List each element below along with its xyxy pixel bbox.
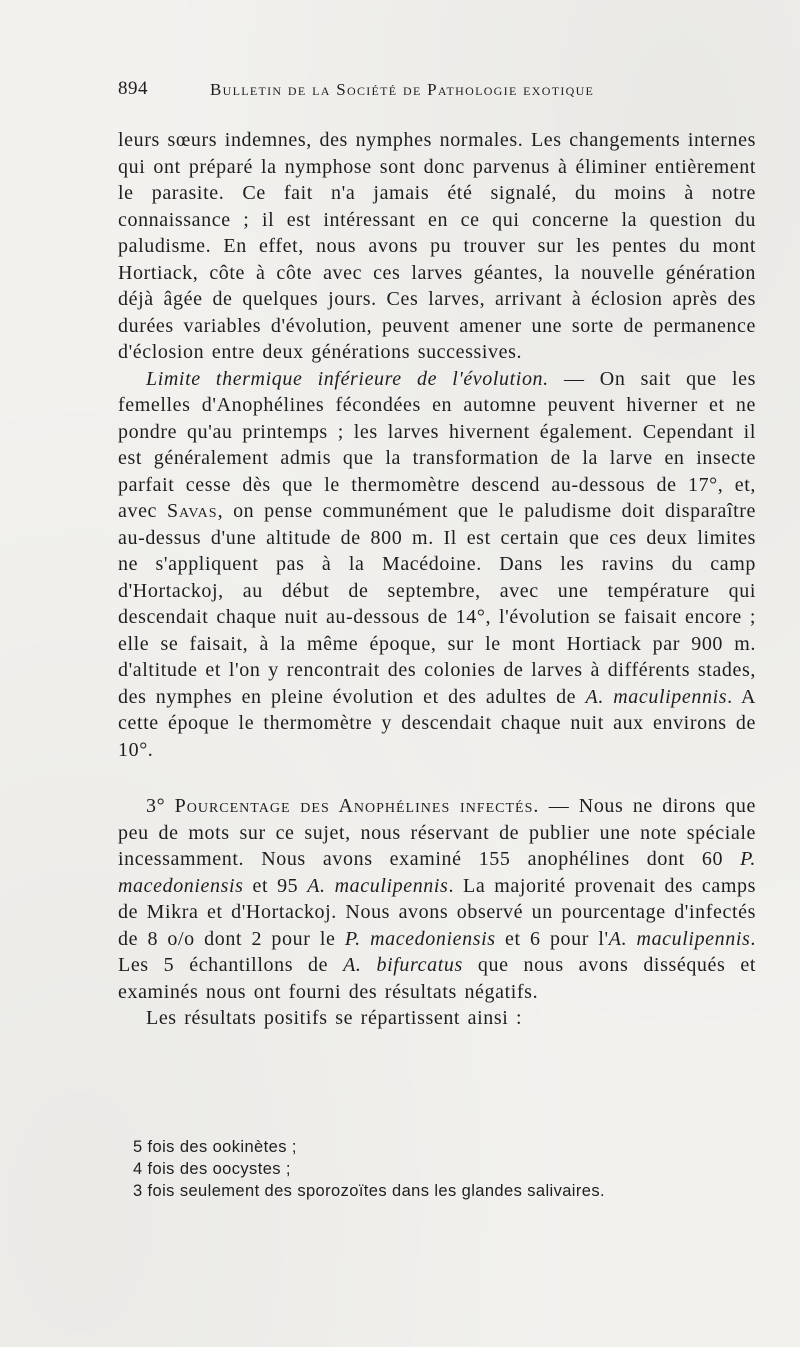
list-item: 5 fois des ookinètes ;	[133, 1138, 297, 1156]
species-name: A. bifurcatus	[343, 954, 463, 976]
paragraph-results-intro: Les résultats positifs se répartissent ainsi :	[146, 1007, 523, 1029]
species-name: A. maculipennis	[608, 927, 751, 950]
infection-text-1: — Nous ne dirons que peu de mots sur ce sujet, nous réservant de publier une note spéciale incessamment. Nous avons examiné 155 anophélines dont 60	[118, 795, 756, 870]
page-header	[118, 78, 678, 108]
thermal-text-3: . A cette époque le thermomètre y descendait chaque nuit aux environs de 10°.	[118, 685, 757, 761]
infection-text-3: . La majorité provenait des camps de Mikra et d'Hortackoj. Nous avons observé un pourcentage d'infectés de 8 o/o dont 2 pour le	[118, 874, 756, 950]
section-heading-infection-rate: Pourcentage des Anophélines infectés.	[174, 795, 540, 817]
results-list	[133, 1136, 733, 1202]
species-name: P. macedoniensis	[118, 848, 756, 897]
running-title: Bulletin de la Société de Pathologie exotique	[210, 80, 595, 99]
section-heading-thermal-limit: Limite thermique inférieure de l'évolution.	[146, 367, 549, 390]
paragraph-infection-rate	[118, 793, 756, 1005]
section-gap	[118, 763, 756, 793]
species-name: A. maculipennis	[307, 874, 449, 897]
infection-text-2: et 95	[243, 874, 308, 897]
page-number: 894	[118, 78, 148, 99]
infection-text-4: et 6 pour l'	[495, 927, 609, 950]
infection-text-6: que nous avons disséqués et examinés nous ont fourni des résultats négatifs.	[118, 954, 756, 1003]
body-text	[118, 127, 756, 1032]
author-name-savas: Savas	[166, 500, 218, 522]
thermal-text-1: — On sait que les femelles d'Anophélines fécondées en automne peuvent hiverner et ne pondre qu'au printemps ; les larves hivernent également. Cependant il est généralement admis que la transformation de la larve en insecte parfait cesse dès que le thermomètre descend au-dessous de 17°, et, avec	[118, 367, 756, 522]
paragraph-thermal-limit	[118, 366, 756, 764]
list-item: 3 fois seulement des sporozoïtes dans les glandes salivaires.	[133, 1182, 605, 1200]
section-number: 3°	[146, 795, 175, 817]
species-name: A. maculipennis	[585, 685, 728, 708]
thermal-text-2: , on pense communément que le paludisme doit disparaître au-dessus d'une altitude de 800 m. Il est certain que ces deux limites ne s'appliquent pas à la Macédoine. Dans les ravins du camp d'Hortackoj, au début de septembre, avec une température qui descendait chaque nuit au-dessous de 14°, l'évolution se faisait encore ; elle se faisait, à la même époque, sur le mont Hortiack par 900 m. d'altitude et l'on y rencontrait des colonies de larves à différents stades, des nymphes en pleine évolution et des adultes de	[118, 500, 756, 708]
infection-text-5: . Les 5 échantillons de	[118, 927, 756, 976]
species-name: P. macedoniensis	[344, 927, 496, 950]
list-item: 4 fois des oocystes ;	[133, 1160, 291, 1178]
paragraph-nymphose: leurs sœurs indemnes, des nymphes normales. Les changements internes qui ont préparé la nymphose sont donc parvenus à éliminer entièrement le parasite. Ce fait n'a jamais été signalé, du moins à notre connaissance ; il est intéressant en ce qui concerne la question du paludisme. En effet, nous avons pu trouver sur les pentes du mont Hortiack, côte à côte avec ces larves géantes, la nouvelle génération déjà âgée de quelques jours. Ces larves, arrivant à éclosion après des durées variables d'évolution, peuvent amener une sorte de permanence d'éclosion entre deux générations successives.	[118, 129, 756, 363]
